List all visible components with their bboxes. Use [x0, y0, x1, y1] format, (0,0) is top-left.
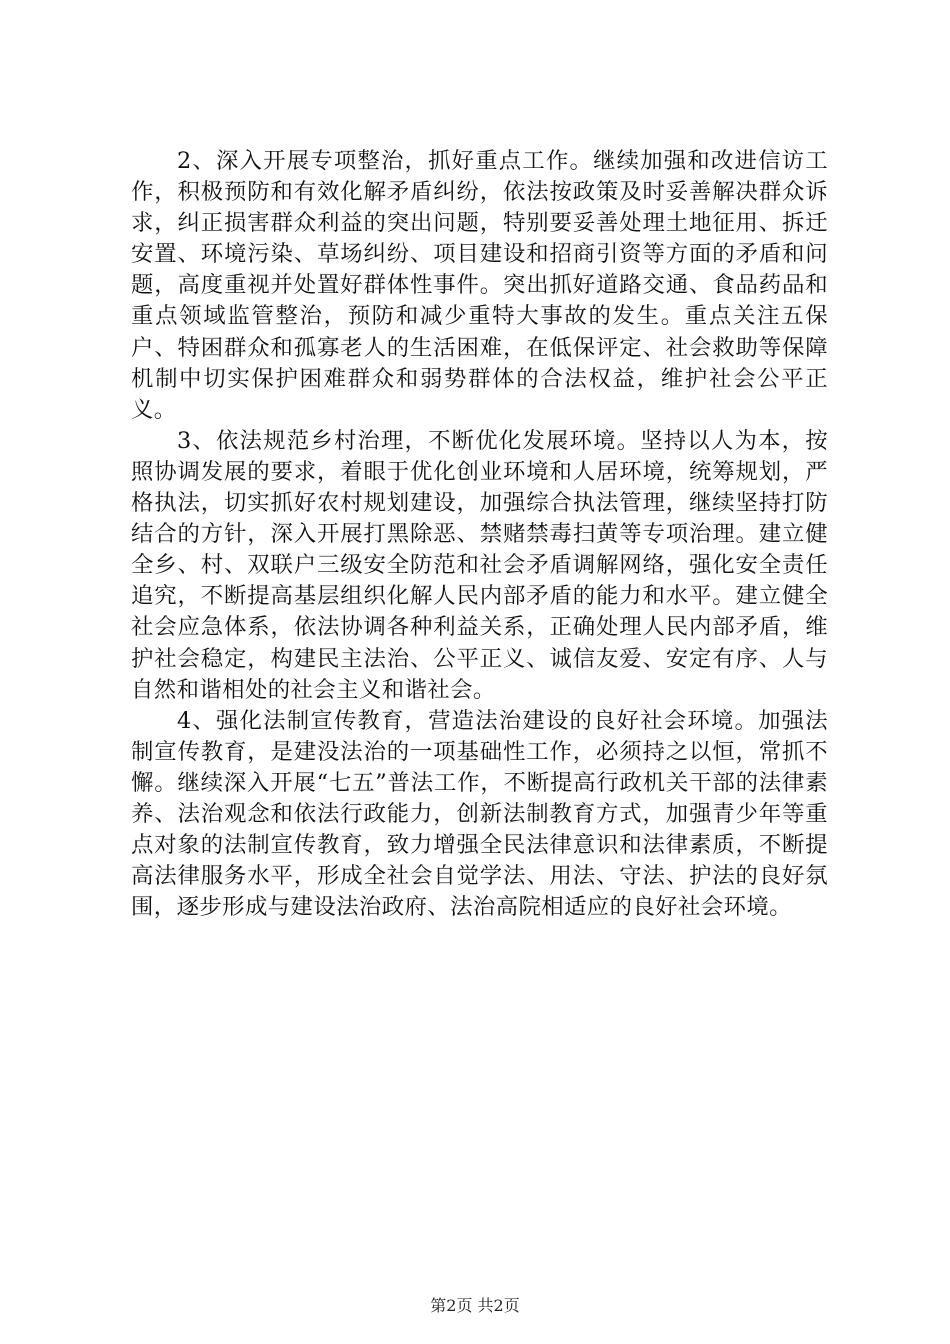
paragraph-item-4: 4、强化法制宣传教育，营造法治建设的良好社会环境。加强法制宣传教育，是建没法治的一项基础性工作，必须持之以恒，常抓不懈。继续深入开展“七五”普法工作，不断提高行政机关干部的法律素养、法治观念和依法行政能力，创新法制教育方式，加强青少年等重点对象的法制宣传教育，致力增强全民法律意识和法律素质，不断提高法律服务水平，形成全社会自觉学法、用法、守法、护法的良好氛围，逐步形成与建设法治政府、法治高院相适应的良好社会环境。: [131, 707, 828, 921]
paragraph-item-2: 2、深入开展专项整治，抓好重点工作。继续加强和改进信访工作，积极预防和有效化解矛盾纠纷，依法按政策及时妥善解决群众诉求，纠正损害群众利益的突出问题，特别要妥善处理土地征用、拆迁安置、环境污染、草场纠纷、项目建设和招商引资等方面的矛盾和问题，高度重视并处置好群体性事件。突出抓好道路交通、食品药品和重点领域监管整治，预防和减少重特大事故的发生。重点关注五保户、特困群众和孤寡老人的生活困难，在低保评定、社会救助等保障机制中切实保护困难群众和弱势群体的合法权益，维护社会公平正义。: [131, 148, 828, 423]
page-footer: [0, 1296, 950, 1316]
page-number-text: 第2页 共2页: [430, 1296, 520, 1315]
document-body: [131, 146, 828, 923]
paragraph-item-3: 3、依法规范乡村治理，不断优化发展环境。坚持以人为本，按照协调发展的要求，着眼于优化创业环境和人居环境，统筹规划，严格执法，切实抓好农村规划建设，加强综合执法管理，继续坚持打防结合的方针，深入开展打黑除恶、禁赌禁毒扫黄等专项治理。建立健全乡、村、双联户三级安全防范和社会矛盾调解网络，强化安全责任追究，不断提高基层组织化解人民内部矛盾的能力和水平。建立健全社会应急体系，依法协调各种利益关系，正确处理人民内部矛盾，维护社会稳定，构建民主法治、公平正义、诚信友爱、安定有序、人与自然和谐相处的社会主义和谐社会。: [131, 427, 828, 703]
